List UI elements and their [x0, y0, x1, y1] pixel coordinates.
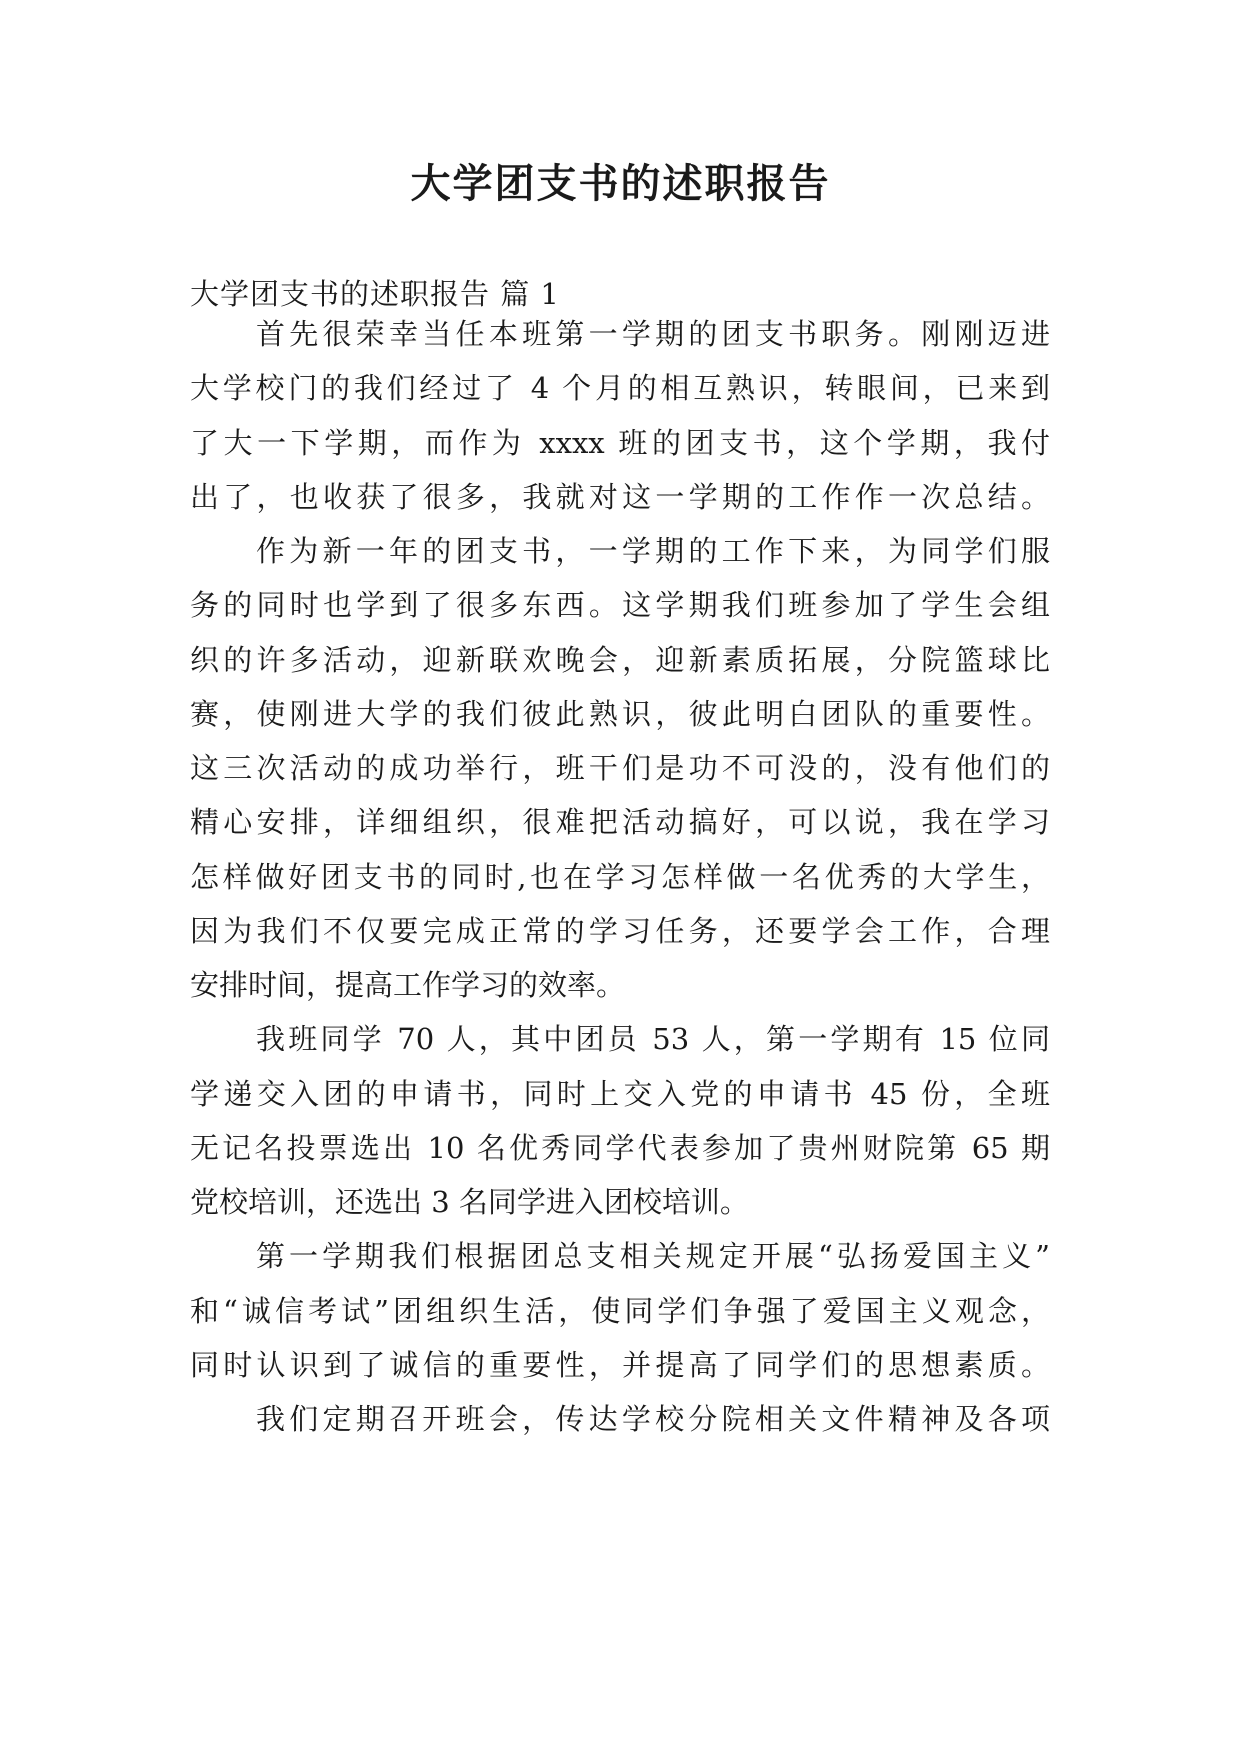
text-line: 织的许多活动，迎新联欢晚会，迎新素质拓展，分院篮球比 [190, 643, 1050, 677]
text-line: 作为新一年的团支书，一学期的工作下来，为同学们服 [256, 534, 1050, 568]
text-line: 精心安排，详细组织，很难把活动搞好，可以说，我在学习 [190, 805, 1050, 839]
text-line: 无记名投票选出 10 名优秀同学代表参加了贵州财院第 65 期 [190, 1131, 1050, 1165]
text-line: 出了，也收获了很多，我就对这一学期的工作作一次总结。 [190, 480, 1050, 514]
section-heading: 大学团支书的述职报告 篇 1 [190, 277, 560, 311]
text-line: 赛，使刚进大学的我们彼此熟识，彼此明白团队的重要性。 [190, 697, 1050, 731]
text-line: 安排时间，提高工作学习的效率。 [190, 968, 626, 1002]
text-line: 同时认识到了诚信的重要性，并提高了同学们的思想素质。 [190, 1348, 1050, 1382]
text-line: 了大一下学期，而作为 xxxx 班的团支书，这个学期，我付 [190, 426, 1050, 460]
text-line: 和“诚信考试”团组织生活，使同学们争强了爱国主义观念， [190, 1294, 1050, 1328]
text-line: 学递交入团的申请书，同时上交入党的申请书 45 份，全班 [190, 1077, 1050, 1111]
text-line: 因为我们不仅要完成正常的学习任务，还要学会工作，合理 [190, 914, 1050, 948]
text-line: 怎样做好团支书的同时,也在学习怎样做一名优秀的大学生， [190, 860, 1050, 894]
text-line: 第一学期我们根据团总支相关规定开展“弘扬爱国主义” [256, 1239, 1050, 1273]
text-line: 我班同学 70 人，其中团员 53 人，第一学期有 15 位同 [256, 1022, 1050, 1056]
text-line: 首先很荣幸当任本班第一学期的团支书职务。刚刚迈进 [256, 317, 1050, 351]
text-line: 这三次活动的成功举行，班干们是功不可没的，没有他们的 [190, 751, 1050, 785]
text-line: 我们定期召开班会，传达学校分院相关文件精神及各项 [256, 1402, 1050, 1436]
text-line: 务的同时也学到了很多东西。这学期我们班参加了学生会组 [190, 588, 1050, 622]
text-line: 大学校门的我们经过了 4 个月的相互熟识，转眼间，已来到 [190, 371, 1050, 405]
document-title: 大学团支书的述职报告 [410, 161, 831, 207]
text-line: 党校培训，还选出 3 名同学进入团校培训。 [190, 1185, 749, 1219]
